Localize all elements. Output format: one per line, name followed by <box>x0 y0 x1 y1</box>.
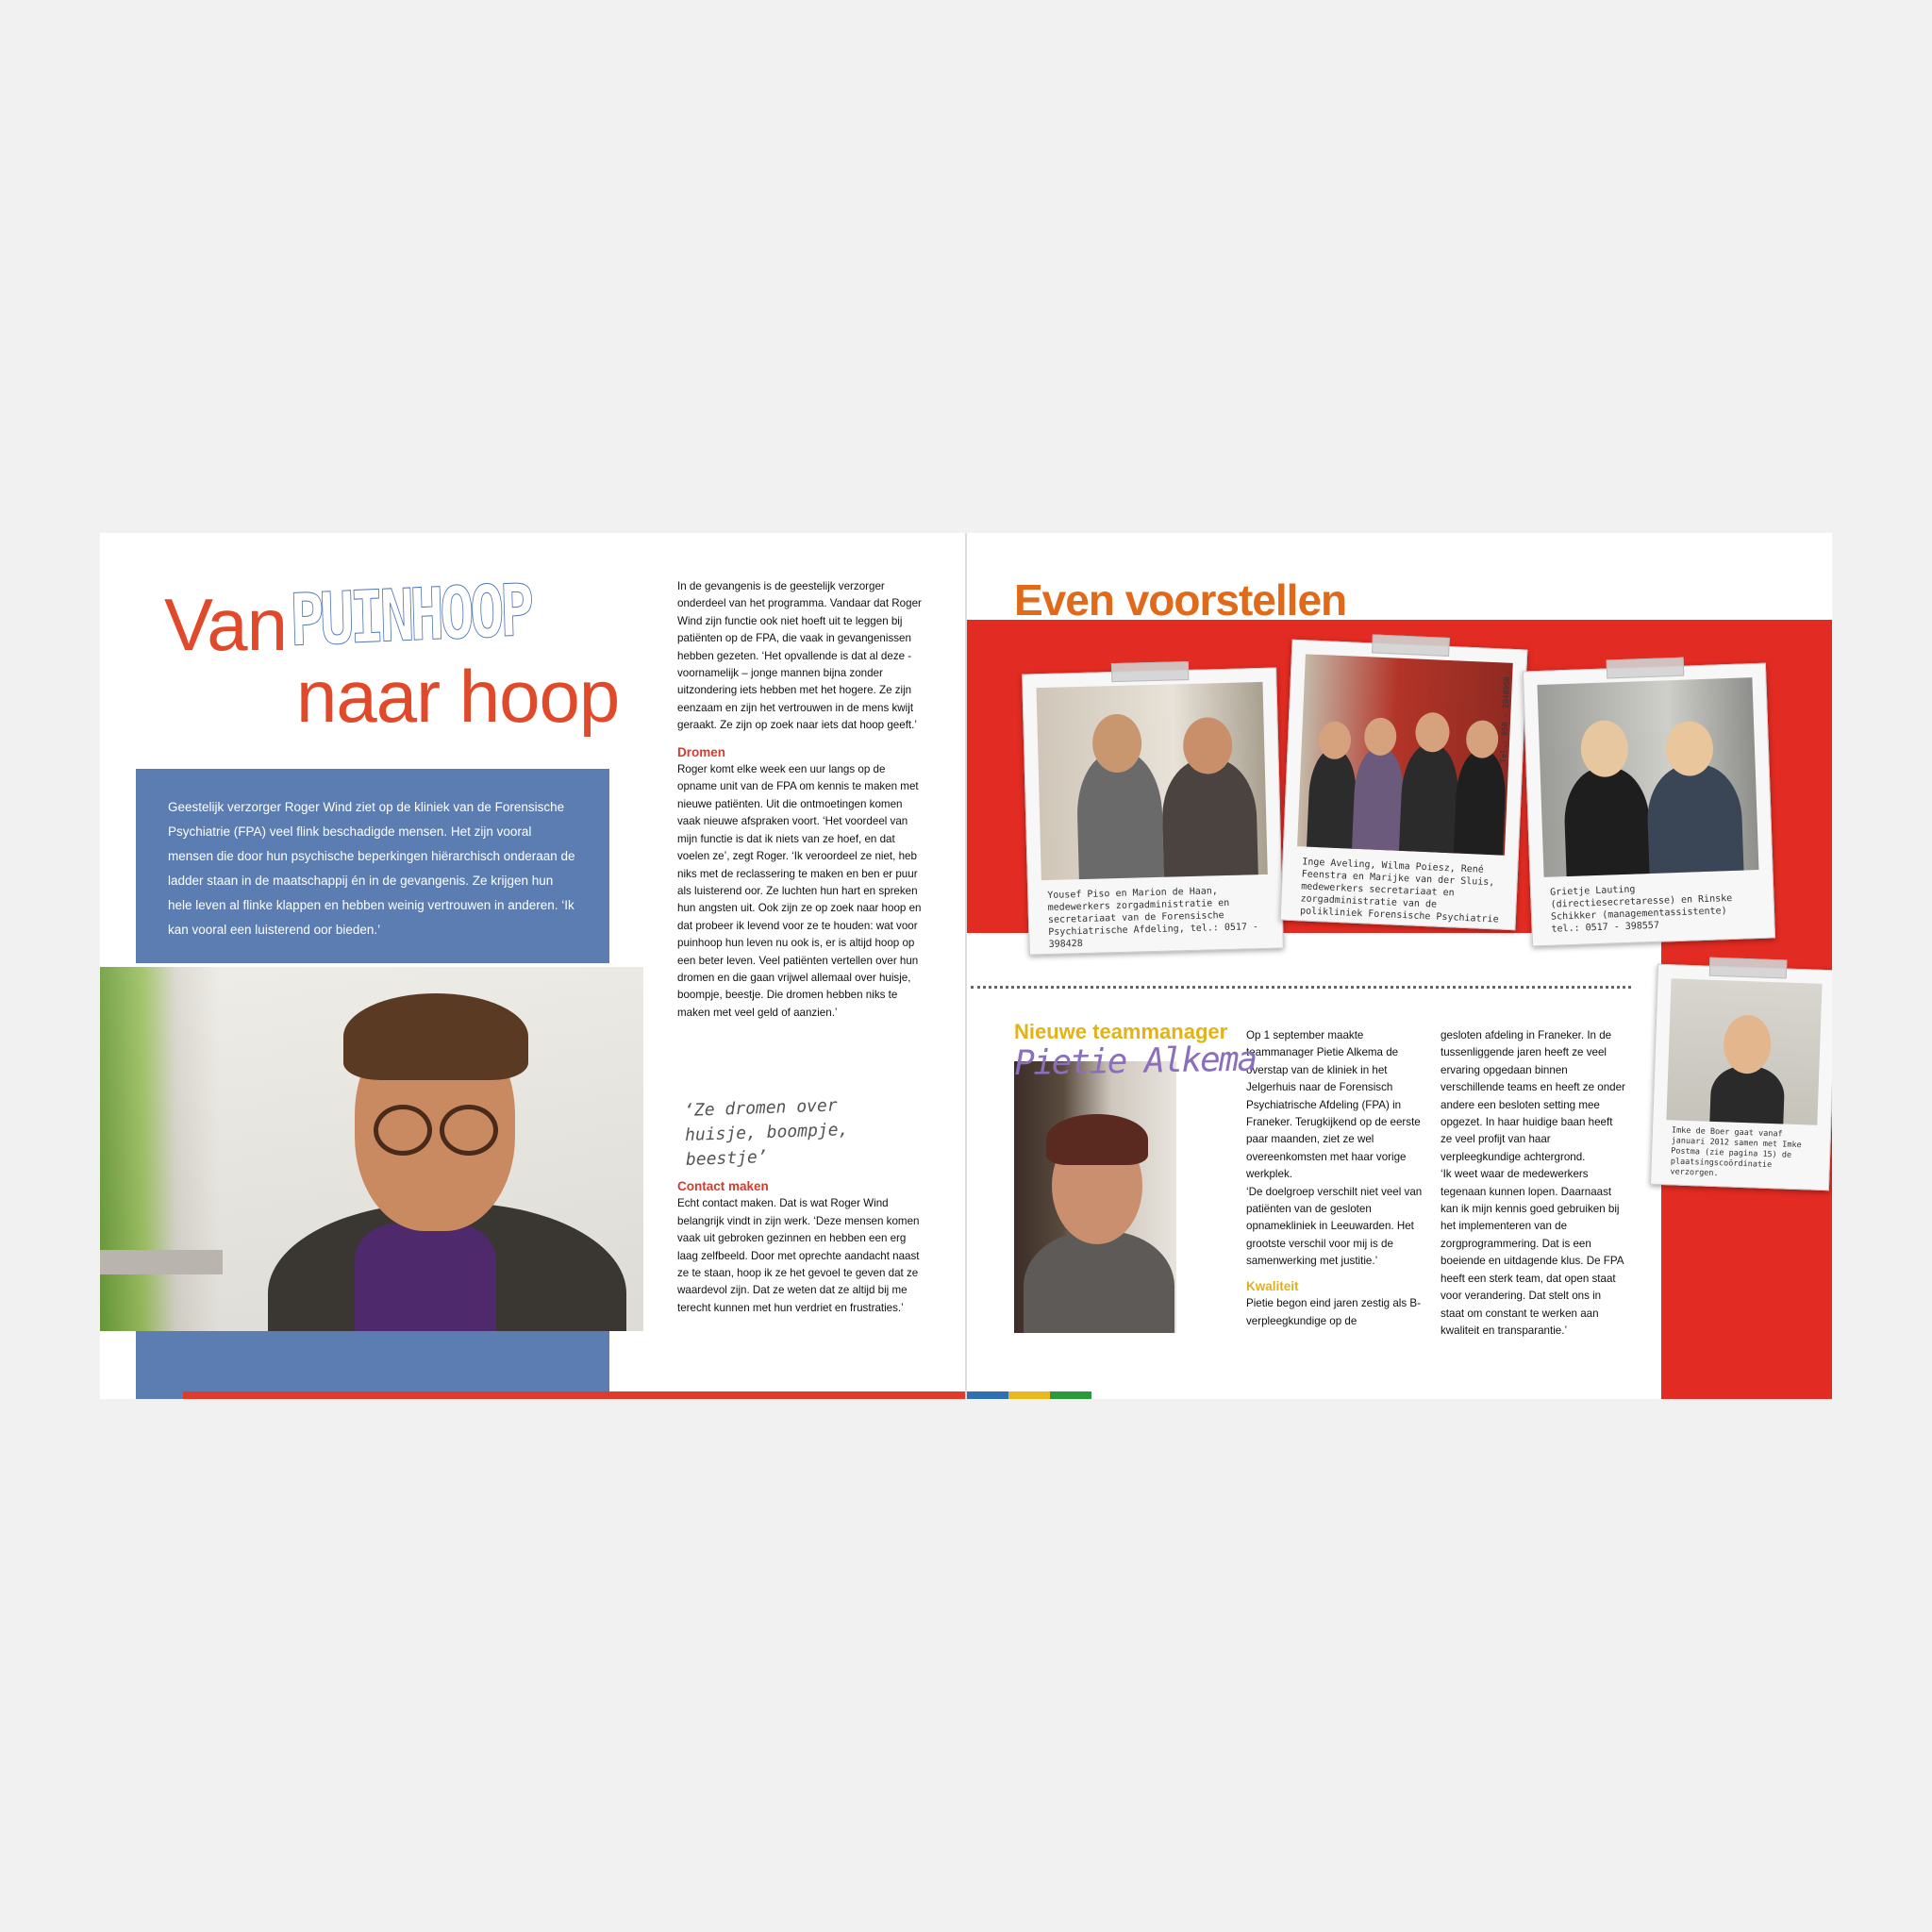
article-column-bottom <box>677 1178 924 1317</box>
polaroid-photo <box>1523 663 1775 947</box>
intro-box <box>136 769 609 963</box>
red-bar <box>183 1391 966 1399</box>
photo-roger-wind <box>100 967 643 1331</box>
right-page <box>967 533 1832 1399</box>
left-page <box>100 533 966 1399</box>
polaroid-photo <box>1650 964 1832 1191</box>
color-bar-green <box>1050 1391 1091 1399</box>
polaroid-caption: Inge Aveling, Wilma Poiesz, René Feenstra en Marijke van der Sluis, medewerkers secretariaat en zorgadministratie van de polikliniek Forensische Psychiatrie <box>1299 857 1499 925</box>
color-bar-yellow <box>1008 1391 1050 1399</box>
color-bar-blue <box>967 1391 1008 1399</box>
title-van: Van <box>164 583 287 666</box>
polaroid-photo <box>1022 668 1284 956</box>
polaroid-side-note: Tel.: 058 - 2848950 <box>1499 675 1512 763</box>
subheading-contact: Contact maken <box>677 1179 769 1193</box>
paragraph: Roger komt elke week een uur langs op de opname unit van de FPA om kennis te maken met nieuwe patiënten. Uit die ontmoetingen komen vaak nieuwe afspraken voort. ‘Het voordeel van mijn functie is dat ik niets van ze hoef, en dat voelen ze’, zegt Roger. ‘Ik veroordeel ze niet, heb niks met de reclassering te maken en ben er puur als luisterend oor. Ze luchten hun hart en spreken hun angsten uit. Ook zijn ze op zoek naar hoop en dat probeer ik levend voor ze te houden: wat voor puinhoop hun leven nu ook is, er is altijd hoop op een beter leven. Veel patiënten vertellen over hun dromen en die gaan vrijwel allemaal over huisje, boompje, beestje. Die dromen hebben niks te maken met veel geld of aanzien.’ <box>677 763 922 1019</box>
paragraph: ‘De doelgroep verschilt niet veel van patiënten van de gesloten opnamekliniek in Leeuwarden. Het grootste verschil voor mij is de samenwerking met justitie.’ <box>1246 1185 1423 1268</box>
paragraph: gesloten afdeling in Franeker. In de tussenliggende jaren heeft ze veel ervaring opgedaan binnen verschillende teams en heeft ze onder andere een besloten setting mee opgezet. In haar huidige baan heeft ze veel profijt van haar verpleegkundige achtergrond. <box>1441 1029 1625 1163</box>
polaroid-caption: Grietje Lauting (directiesecretaresse) en Rinske Schikker (managementassistente) tel.: 0517 - 398557 <box>1549 884 1733 935</box>
paragraph: In de gevangenis is de geestelijk verzorger onderdeel van het programma. Vandaar dat Roger Wind zijn functie ook niet hoeft uit te leggen bij patiënten op de FPA, die vaak in gevangenissen hebben gezeten. ‘Het opvallende is dat al deze - voornamelijk – jonge mannen bijna zonder uitzondering iets hebben met het hogere. Ze zijn eenzaam en zijn het vertrouwen in de mens kwijt geraakt. Ze zijn op zoek naar iets dat hoop geeft.’ <box>677 580 922 732</box>
article-column <box>1441 1027 1625 1340</box>
paragraph: Op 1 september maakte teammanager Pietie Alkema de overstap van de kliniek in het Jelgerhuis naar de Forensisch Psychiatrische Afdeling (FPA) in Franeker. Terugkijkend op de eerste paar maanden, ziet ze wel overeenkomsten met haar vorige werkplek. <box>1246 1029 1421 1181</box>
handwritten-quote: ‘Ze dromen over huisje, boompje, beestje’ <box>683 1095 849 1170</box>
blue-footer-block <box>136 1331 609 1399</box>
title-naar-hoop: naar hoop <box>296 655 620 738</box>
photo-caption: Roger Wind <box>856 1341 906 1351</box>
paragraph: Echt contact maken. Dat is wat Roger Wind belangrijk vindt in zijn werk. ‘Deze mensen komen vaak uit gebroken gezinnen en hebben een erg laag zelfbeeld. Door met oprechte aandacht naast ze te staan, hoop ik ze het gevoel te geven dat ze waardevol zijn. Dat ze weten dat ze altijd bij me terecht kunnen met hun verdriet en frustraties.’ <box>677 1197 920 1314</box>
article-column <box>1246 1027 1431 1330</box>
manager-name: Pietie Alkema <box>1014 1040 1257 1083</box>
article-column <box>677 578 924 1022</box>
dotted-divider <box>971 986 1631 989</box>
polaroid-photo <box>1280 640 1528 931</box>
subheading-kwaliteit: Kwaliteit <box>1246 1278 1299 1293</box>
paragraph: ‘Ik weet waar de medewerkers tegenaan kunnen lopen. Daarnaast kan ik mijn kennis goed gebruiken bij het implementeren van de zorgprogrammering. Dat is een boeiende en uitdagende klus. De FPA heeft een sterk team, dat open staat voor verandering. Dat stelt ons in staat om constant te werken aan kwaliteit en transparantie.’ <box>1441 1168 1624 1337</box>
intro-text: Geestelijk verzorger Roger Wind ziet op de kliniek van de Forensische Psychiatrie (FPA) veel flink beschadigde mensen. Het zijn vooral mensen die door hun psychische beperkingen hiërarchisch onderaan de ladder staan in de maatschappij én in de gevangenis. Ze krijgen hun hele leven al flinke klappen en hebben weinig vertrouwen in anderen. ‘Ik kan vooral een luisterend oor bieden.’ <box>168 800 575 937</box>
subheading-dromen: Dromen <box>677 744 726 759</box>
title-puinhoop: PUINHOOP <box>289 567 531 662</box>
polaroid-caption: Imke de Boer gaat vanaf januari 2012 samen met Imke Postma (zie pagina 15) de plaatsingscoördinatie verzorgen. <box>1670 1125 1802 1179</box>
photo-pietie-alkema <box>1014 1061 1176 1333</box>
section-title: Even voorstellen <box>1014 575 1347 625</box>
polaroid-caption: Yousef Piso en Marion de Haan, medewerkers zorgadministratie en secretariaat van de Forensische Psychiatrische Afdeling, tel.: 0517 - 398428 <box>1047 886 1259 950</box>
heading-nieuwe-teammanager: Nieuwe teammanager <box>1014 1020 1228 1043</box>
paragraph: Pietie begon eind jaren zestig als B-verpleegkundige op de <box>1246 1297 1421 1327</box>
